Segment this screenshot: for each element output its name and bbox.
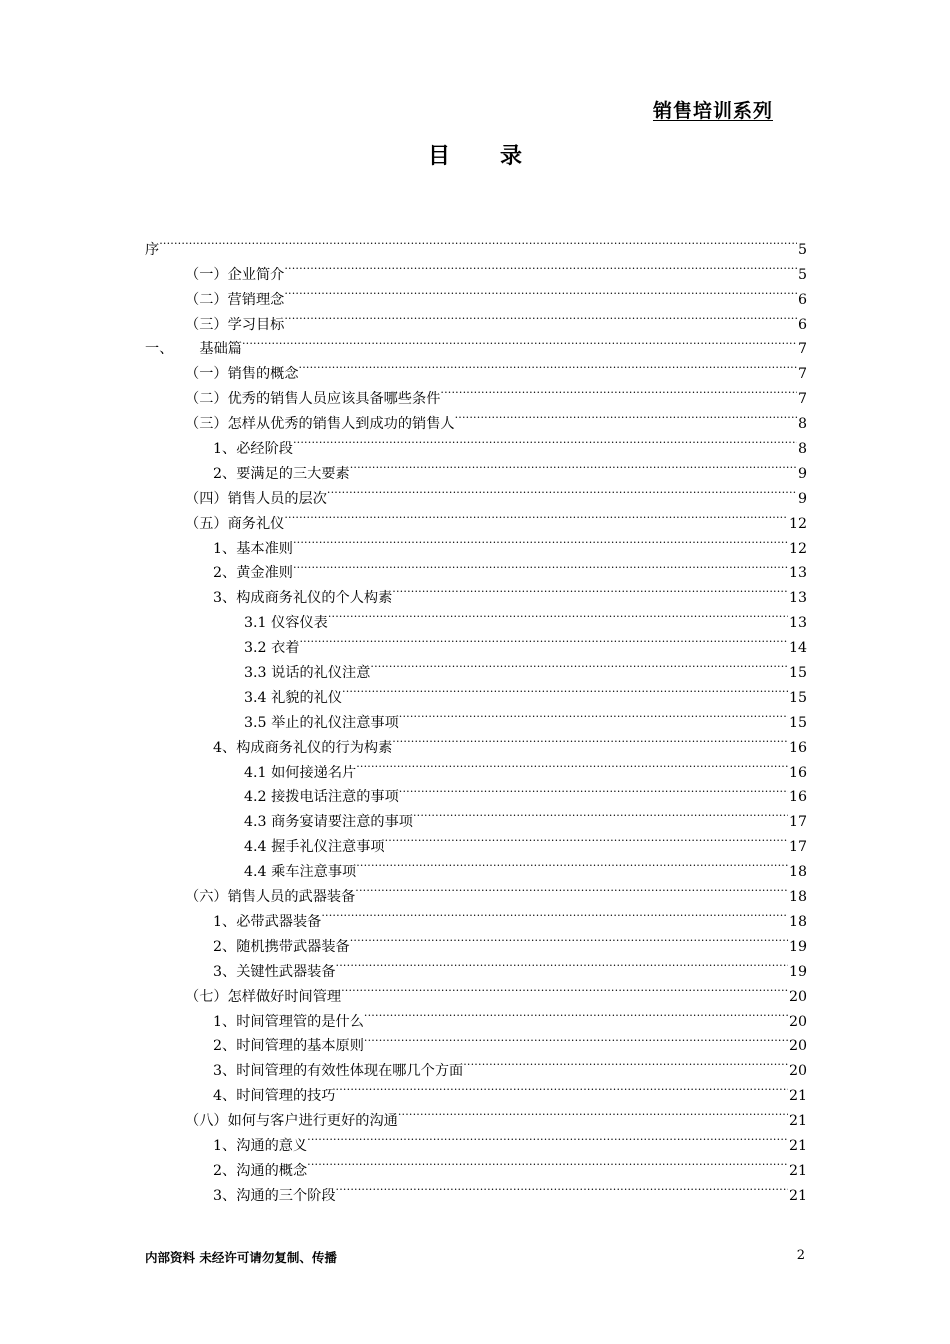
toc-entry-label: （二）优秀的销售人员应该具备哪些条件 <box>185 391 441 408</box>
toc-entry[interactable] <box>145 1150 807 1179</box>
toc-entry[interactable] <box>145 1026 807 1055</box>
toc-dot-leader <box>336 1175 788 1200</box>
toc-entry[interactable] <box>145 503 807 532</box>
toc-dot-leader <box>159 229 797 254</box>
toc-entry-label: 3.2 衣着 <box>244 640 300 657</box>
toc-entry[interactable] <box>145 478 807 507</box>
toc-entry-page: 15 <box>788 689 807 706</box>
toc-dot-leader <box>336 1075 788 1100</box>
toc-entry-page: 14 <box>788 640 807 657</box>
toc-dot-leader <box>392 727 788 752</box>
toc-entry[interactable] <box>145 702 807 731</box>
toc-entry-page: 8 <box>797 441 807 458</box>
toc-entry-page: 8 <box>797 416 807 433</box>
toc-dot-leader <box>370 652 788 677</box>
toc-entry-page: 13 <box>788 615 807 632</box>
toc-entry[interactable] <box>145 229 807 258</box>
toc-dot-leader <box>399 702 788 727</box>
toc-dot-leader <box>355 876 788 901</box>
toc-entry-label: 2、时间管理的基本原则 <box>213 1038 364 1055</box>
toc-entry-page: 20 <box>788 1038 807 1055</box>
toc-dot-leader <box>328 602 788 627</box>
toc-dot-leader <box>364 1026 788 1051</box>
toc-entry[interactable] <box>145 652 807 682</box>
toc-entry-label: 基础篇 <box>199 341 242 358</box>
toc-dot-leader <box>356 752 788 777</box>
toc-dot-leader <box>293 528 788 553</box>
toc-entry-label: 4.3 商务宴请要注意的事项 <box>244 814 413 831</box>
toc-entry-label: 1、时间管理管的是什么 <box>213 1013 364 1030</box>
toc-entry-label: （二）营销理念 <box>185 291 285 308</box>
toc-entry-page: 16 <box>788 789 807 806</box>
toc-entry-label: 4.2 接拨电话注意的事项 <box>244 789 399 806</box>
toc-entry[interactable] <box>145 627 807 657</box>
toc-entry-label: 4、构成商务礼仪的行为构素 <box>213 739 393 756</box>
toc-dot-leader <box>284 304 797 329</box>
toc-entry[interactable] <box>145 577 807 607</box>
toc-entry-label: 4.1 如何接递名片 <box>244 764 357 781</box>
toc-entry[interactable] <box>145 752 807 781</box>
toc-dot-leader <box>307 1125 788 1150</box>
footer-notice: 内部资料 未经许可请勿复制、传播 <box>145 1250 337 1265</box>
toc-entry-label: （八）如何与客户进行更好的沟通 <box>185 1113 398 1130</box>
toc-dot-leader <box>350 453 797 478</box>
toc-entry[interactable] <box>145 378 807 408</box>
toc-entry-label: 4、时间管理的技巧 <box>213 1088 336 1105</box>
toc-entry-page: 15 <box>788 665 807 682</box>
toc-dot-leader <box>321 901 788 926</box>
toc-entry[interactable] <box>145 976 807 1005</box>
toc-entry-label: 3、关键性武器装备 <box>213 963 336 980</box>
toc-entry-page: 16 <box>788 764 807 781</box>
toc-dot-leader <box>299 353 797 378</box>
toc-entry-page: 21 <box>788 1113 807 1130</box>
toc-dot-leader <box>342 677 788 702</box>
toc-entry[interactable] <box>145 528 807 557</box>
toc-entry-page: 21 <box>788 1137 807 1154</box>
toc-entry-label: （七）怎样做好时间管理 <box>185 988 342 1005</box>
toc-dot-leader <box>242 329 797 354</box>
toc-entry[interactable] <box>145 727 807 756</box>
toc-entry[interactable] <box>145 951 807 980</box>
toc-entry-page: 18 <box>788 913 807 930</box>
toc-entry[interactable] <box>145 1125 807 1154</box>
toc-entry[interactable] <box>145 353 807 383</box>
toc-entry[interactable] <box>145 602 807 632</box>
toc-entry-label: （一）企业简介 <box>185 266 285 283</box>
toc-entry-label: （四）销售人员的层次 <box>185 490 327 507</box>
toc-entry-label: 2、黄金准则 <box>213 565 293 582</box>
toc-dot-leader <box>356 851 788 876</box>
toc-entry-page: 5 <box>797 241 807 258</box>
toc-entry[interactable] <box>145 403 807 433</box>
toc-entry-label: （五）商务礼仪 <box>185 515 285 532</box>
toc-entry-label: 3、时间管理的有效性体现在哪几个方面 <box>213 1063 464 1080</box>
toc-entry[interactable] <box>145 801 807 831</box>
toc-entry[interactable] <box>145 329 807 358</box>
toc-dot-leader <box>392 577 788 602</box>
toc-entry-page: 21 <box>788 1088 807 1105</box>
toc-entry[interactable] <box>145 304 807 333</box>
toc-entry-label: 3.5 举止的礼仪注意事项 <box>244 714 399 731</box>
toc-entry-page: 18 <box>788 864 807 881</box>
toc-entry[interactable] <box>145 926 807 955</box>
toc-dot-leader <box>364 1001 788 1026</box>
toc-entry-page: 7 <box>797 391 807 408</box>
toc-title-char-1: 目 <box>427 144 450 169</box>
toc-dot-leader <box>293 428 797 453</box>
toc-dot-leader <box>307 1150 788 1175</box>
toc-entry-label: （一）销售的概念 <box>185 366 299 383</box>
toc-dot-leader <box>284 503 788 528</box>
toc-entry-page: 5 <box>797 266 807 283</box>
toc-entry[interactable] <box>145 1100 807 1130</box>
toc-entry[interactable] <box>145 826 807 856</box>
toc-dot-leader <box>350 926 788 951</box>
toc-entry[interactable] <box>145 876 807 906</box>
toc-dot-leader <box>398 1100 788 1125</box>
toc-dot-leader <box>341 976 788 1001</box>
toc-dot-leader <box>284 254 797 279</box>
toc-entry[interactable] <box>145 453 807 482</box>
toc-title <box>0 139 950 170</box>
toc-dot-leader <box>455 403 797 428</box>
toc-entry-page: 13 <box>788 565 807 582</box>
toc-entry-page: 21 <box>788 1162 807 1179</box>
toc-entry[interactable] <box>145 428 807 458</box>
toc-entry-label: 序 <box>145 241 160 258</box>
toc-entry-page: 7 <box>797 341 807 358</box>
toc-entry-label: 2、沟通的概念 <box>213 1162 308 1179</box>
toc-dot-leader <box>293 553 788 578</box>
toc-entry-label: 2、随机携带武器装备 <box>213 938 350 955</box>
table-of-contents <box>145 229 807 1204</box>
toc-entry-page: 21 <box>788 1187 807 1204</box>
toc-entry-label: 1、基本准则 <box>213 540 293 557</box>
toc-entry[interactable] <box>145 553 807 582</box>
series-title: 销售培训系列 <box>652 100 773 122</box>
toc-entry[interactable] <box>145 1001 807 1030</box>
toc-dot-leader <box>413 801 788 826</box>
toc-entry[interactable] <box>145 901 807 930</box>
toc-entry-page: 16 <box>788 739 807 756</box>
toc-dot-leader <box>299 627 787 652</box>
toc-entry-label: 3.1 仪容仪表 <box>244 615 328 632</box>
toc-dot-leader <box>440 378 797 403</box>
toc-entry-page: 18 <box>788 889 807 906</box>
toc-entry[interactable] <box>145 1050 807 1080</box>
toc-entry-page: 20 <box>788 1013 807 1030</box>
toc-dot-leader <box>463 1050 788 1075</box>
toc-entry-label: （三）怎样从优秀的销售人到成功的销售人 <box>185 416 455 433</box>
toc-entry-label: 1、必经阶段 <box>213 441 293 458</box>
footer-page-number: 2 <box>796 1248 805 1263</box>
toc-entry[interactable] <box>145 279 807 308</box>
toc-entry-page: 19 <box>788 938 807 955</box>
toc-entry-page: 12 <box>788 540 807 557</box>
toc-entry-page: 20 <box>788 1063 807 1080</box>
toc-dot-leader <box>284 279 797 304</box>
toc-entry-label: （六）销售人员的武器装备 <box>185 889 356 906</box>
toc-entry-label: 2、要满足的三大要素 <box>213 465 350 482</box>
toc-entry-page: 17 <box>788 839 807 856</box>
toc-entry[interactable] <box>145 851 807 881</box>
toc-dot-leader <box>385 826 788 851</box>
toc-entry-page: 7 <box>797 366 807 383</box>
toc-entry-page: 9 <box>797 465 807 482</box>
toc-entry-label: 1、必带武器装备 <box>213 913 322 930</box>
toc-entry-label: 3、构成商务礼仪的个人构素 <box>213 590 393 607</box>
toc-entry-page: 20 <box>788 988 807 1005</box>
toc-entry-label: 3.3 说话的礼仪注意 <box>244 665 371 682</box>
toc-entry[interactable] <box>145 1175 807 1204</box>
toc-entry-label-wrap <box>213 1184 336 1209</box>
toc-entry-page: 17 <box>788 814 807 831</box>
toc-entry-page: 6 <box>797 316 807 333</box>
toc-entry-label: 3.4 礼貌的礼仪 <box>244 689 343 706</box>
toc-dot-leader <box>327 478 797 503</box>
toc-entry-page: 6 <box>797 291 807 308</box>
toc-entry-page: 12 <box>788 515 807 532</box>
toc-entry-page: 9 <box>797 490 807 507</box>
toc-entry[interactable] <box>145 1075 807 1105</box>
toc-entry-page: 15 <box>788 714 807 731</box>
toc-entry-label: 1、沟通的意义 <box>213 1137 308 1154</box>
toc-dot-leader <box>336 951 788 976</box>
toc-entry-page: 19 <box>788 963 807 980</box>
toc-entry-label: （三）学习目标 <box>185 316 285 333</box>
toc-title-char-2: 录 <box>500 144 523 169</box>
toc-entry[interactable] <box>145 777 807 806</box>
toc-entry[interactable] <box>145 677 807 706</box>
toc-dot-leader <box>399 777 788 802</box>
toc-entry-label: 4.4 握手礼仪注意事项 <box>244 839 385 856</box>
toc-entry[interactable] <box>145 254 807 283</box>
toc-entry-label: 3、沟通的三个阶段 <box>213 1187 336 1204</box>
toc-entry-page: 13 <box>788 590 807 607</box>
toc-entry-label: 4.4 乘车注意事项 <box>244 864 357 881</box>
toc-entry-number: 一、 <box>145 341 174 358</box>
